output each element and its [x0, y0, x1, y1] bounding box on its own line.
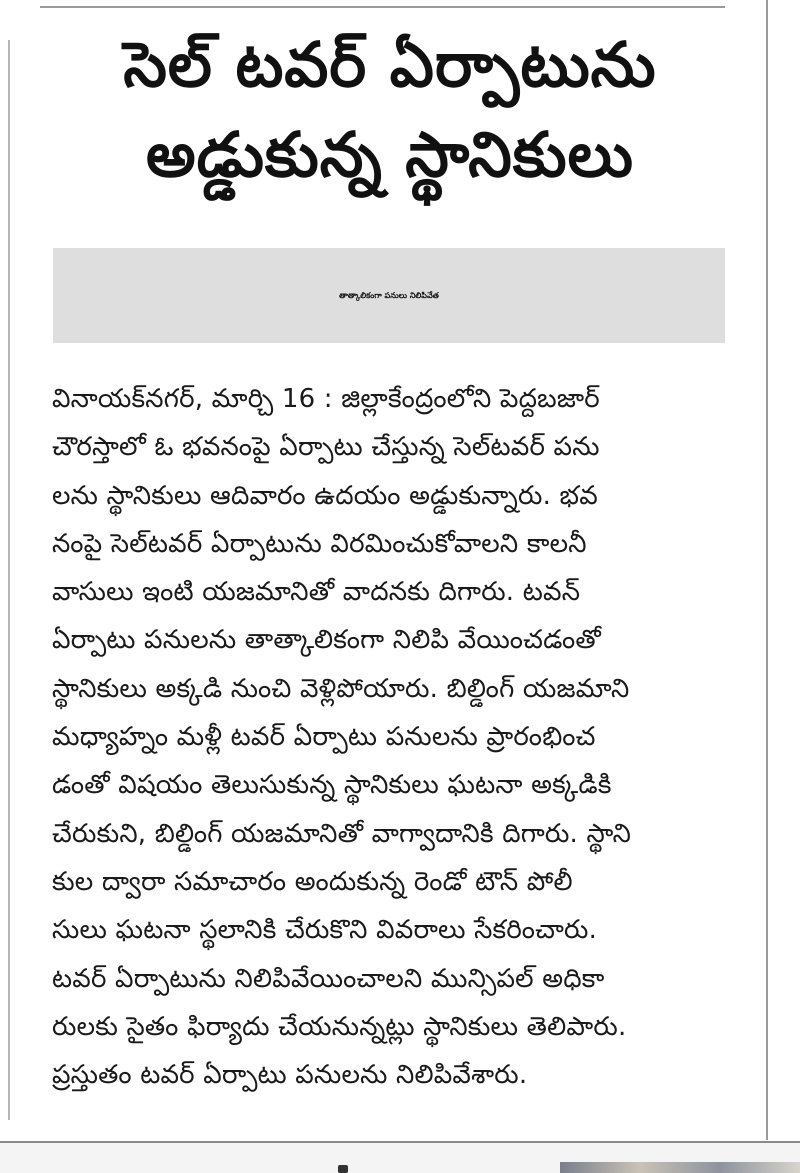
body-line: ఏర్పాటు పనులను తాత్కాలికంగా నిలిపి వేయించడంతో	[52, 625, 601, 656]
body-line: రులకు సైతం ఫిర్యాదు చేయనున్నట్లు స్థానికులు తెలిపారు.	[52, 1011, 627, 1042]
body-line: సులు ఘటనా స్థలానికి చేరుకొని వివరాలు సేకరించారు.	[52, 915, 598, 946]
article-body	[52, 375, 752, 1099]
body-line: డంతో విషయం తెలుసుకున్న స్థానికులు ఘటనా అక్కడికి	[52, 770, 612, 801]
body-line: వినాయక్‌నగర్, మార్చి 16 : జిల్లాకేంద్రంలోని పెద్దబజార్	[52, 384, 600, 414]
body-line: స్థానికులు అక్కడి నుంచి వెళ్లిపోయారు. బిల్డింగ్ యజమాని	[52, 673, 630, 704]
adjacent-article-fragment	[338, 1165, 348, 1173]
headline-line-1: సెల్ టవర్ ఏర్పాటును	[123, 28, 657, 101]
left-column-rule	[8, 40, 10, 1120]
headline-line-2: అడ్డుకున్న స్థానికులు	[145, 118, 635, 191]
body-line: చౌరస్తాలో ఓ భవనంపై ఏర్పాటు చేస్తున్న సెల్‌టవర్ పను	[52, 432, 600, 463]
body-line: కుల ద్వారా సమాచారం అందుకున్న రెండో టౌన్ పోలీ	[52, 866, 573, 897]
adjacent-photo-fragment	[560, 1162, 800, 1173]
subheadline-box	[53, 248, 725, 343]
body-line: వాసులు ఇంటి యజమానితో వాదనకు దిగారు. టవన్	[52, 577, 581, 608]
body-line: టవర్ ఏర్పాటును నిలిపివేయించాలని మున్సిపల్ అధికా	[52, 963, 605, 994]
body-line: నంపై సెల్‌టవర్ ఏర్పాటును విరమించుకోవాలని కాలనీ	[52, 528, 587, 559]
body-line: ప్రస్తుతం టవర్ ఏర్పాటు పనులను నిలిపివేశారు.	[52, 1060, 528, 1091]
article-subheadline: తాత్కాలికంగా పనులు నిలిపివేత	[339, 291, 439, 300]
article-headline	[20, 20, 760, 200]
top-column-rule	[40, 6, 725, 8]
body-line: చేరుకుని, బిల్డింగ్ యజమానితో వాగ్వాదానికి దిగారు. స్థాని	[52, 818, 632, 849]
right-column-rule	[766, 0, 768, 1140]
body-line: లను స్థానికులు ఆదివారం ఉదయం అడ్డుకున్నారు. భవ	[52, 480, 598, 511]
body-line: మధ్యాహ్నం మళ్లీ టవర్ ఏర్పాటు పనులను ప్రారంభించ	[52, 722, 596, 753]
